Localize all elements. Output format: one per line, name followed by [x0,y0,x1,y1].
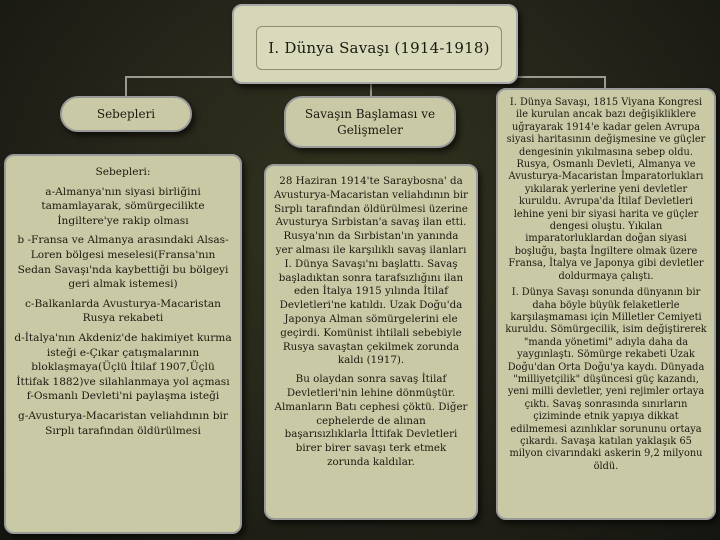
results-box [496,88,716,520]
page-title: I. Dünya Savaşı (1914-1918) [256,26,502,70]
cause-item: g-Avusturya-Macaristan veliahdının bir Sırplı tarafından öldürülmesi [18,409,228,437]
events-header-box [284,96,456,148]
cause-item: c-Balkanlarda Avusturya-Macaristan Rusya rekabeti [25,297,221,325]
causes-box [4,154,242,534]
causes-header: Sebepleri [96,107,156,121]
events-box [264,164,478,520]
events-paragraph: Bu olaydan sonra savaş İtilaf Devletleri'nin lehine dönmüştür. Almanların Batı cephesi çöktü. Diğer cephelerde de alınan başarısızlıklarla İttifak Devletleri birer birer savaşı terk etmek zorunda kaldılar. [274,373,468,468]
results-paragraph: I. Dünya Savaşı sonunda dünyanın bir daha böyle büyük felaketlerle karşılaşmaması için Milletler Cemiyeti kuruldu. Sömürgecilik, isim değiştirerek "manda yönetimi" adıyla daha da yaygınlaştı. Sömürge rekabeti Uzak Doğu'dan Orta Doğu'ya kaydı. Dünyada "milliyetçilik" düşüncesi güç kazandı, yeni milli devletler, yeni rejimler ortaya çıktı. Savaş sonrasında sınırların çiziminde etnik yapıya dikkat edilmemesi azınlıklar sorununu ortaya çıkardı. Savaşa katılan yaklaşık 65 milyon civarındaki askerin 9,2 milyonu öldü. [505,287,707,472]
title-box [232,4,518,84]
events-paragraph: 28 Haziran 1914'te Saraybosna' da Avusturya-Macaristan veliahdının bir Sırplı tarafından öldürülmesi üzerine Avusturya Sırbistan'a savaş ilan etti. Rusya'nın da Sırbistan'ın yanında yer alması ile karşılıklı savaş ilanları I. Dünya Savaşı'nı başlattı. Savaş başladıktan sonra tarafsızlığını ilan eden İtalya 1915 yılında İtilaf Devletleri'ne katıldı. Uzak Doğu'da Japonya Alman sömürgelerini ele geçirdi. Komünist ihtilali sebebiyle Rusya savaştan çekilmek zorunda kaldı (1917). [274,175,468,367]
events-header: Savaşın Başlaması ve Gelişmeler [304,107,436,137]
causes-title: Sebepleri: [95,166,151,178]
causes-header-box [60,96,192,132]
cause-item: d-İtalya'nın Akdeniz'de hakimiyet kurma isteği e-Çıkar çatışmalarının bloklaşmaya(Üçlü İtilaf 1907,Üçlü İttifak 1882)ve silahlanmaya yol açması f-Osmanlı Devleti'ni paylaşma isteği [14,331,232,403]
results-paragraph: I. Dünya Savaşı, 1815 Viyana Kongresi ile kurulan ancak bazı değişikliklere uğrayarak 1914'e kadar gelen Avrupa siyasi haritasının değişmesine ve güçler dengesinin yıkılmasına sebep oldu. Rusya, Osmanlı Devleti, Almanya ve Avusturya-Macaristan İmparatorlukları yıkılarak yerlerine yeni devletler kuruldu. Avrupa'da İtilaf Devletleri lehine yeni bir siyasi harita ve güçler dengesi oluştu. Yıkılan imparatorluklardan doğan siyasi boşluğu, başta İngiltere olmak üzere Fransa, İtalya ve Japonya gibi devletler doldurmaya çalıştı. [506,97,706,282]
connector-left [125,76,127,98]
cause-item: a-Almanya'nın siyasi birliğini tamamlayarak, sömürgecilikte İngiltere'ye rakip olması [41,185,205,227]
cause-item: b -Fransa ve Almanya arasındaki Alsas-Loren bölgesi meselesi(Fransa'nın Sedan Savaşı'nda kaybettiği bu bölgeyi geri almak istemesi) [17,234,229,291]
